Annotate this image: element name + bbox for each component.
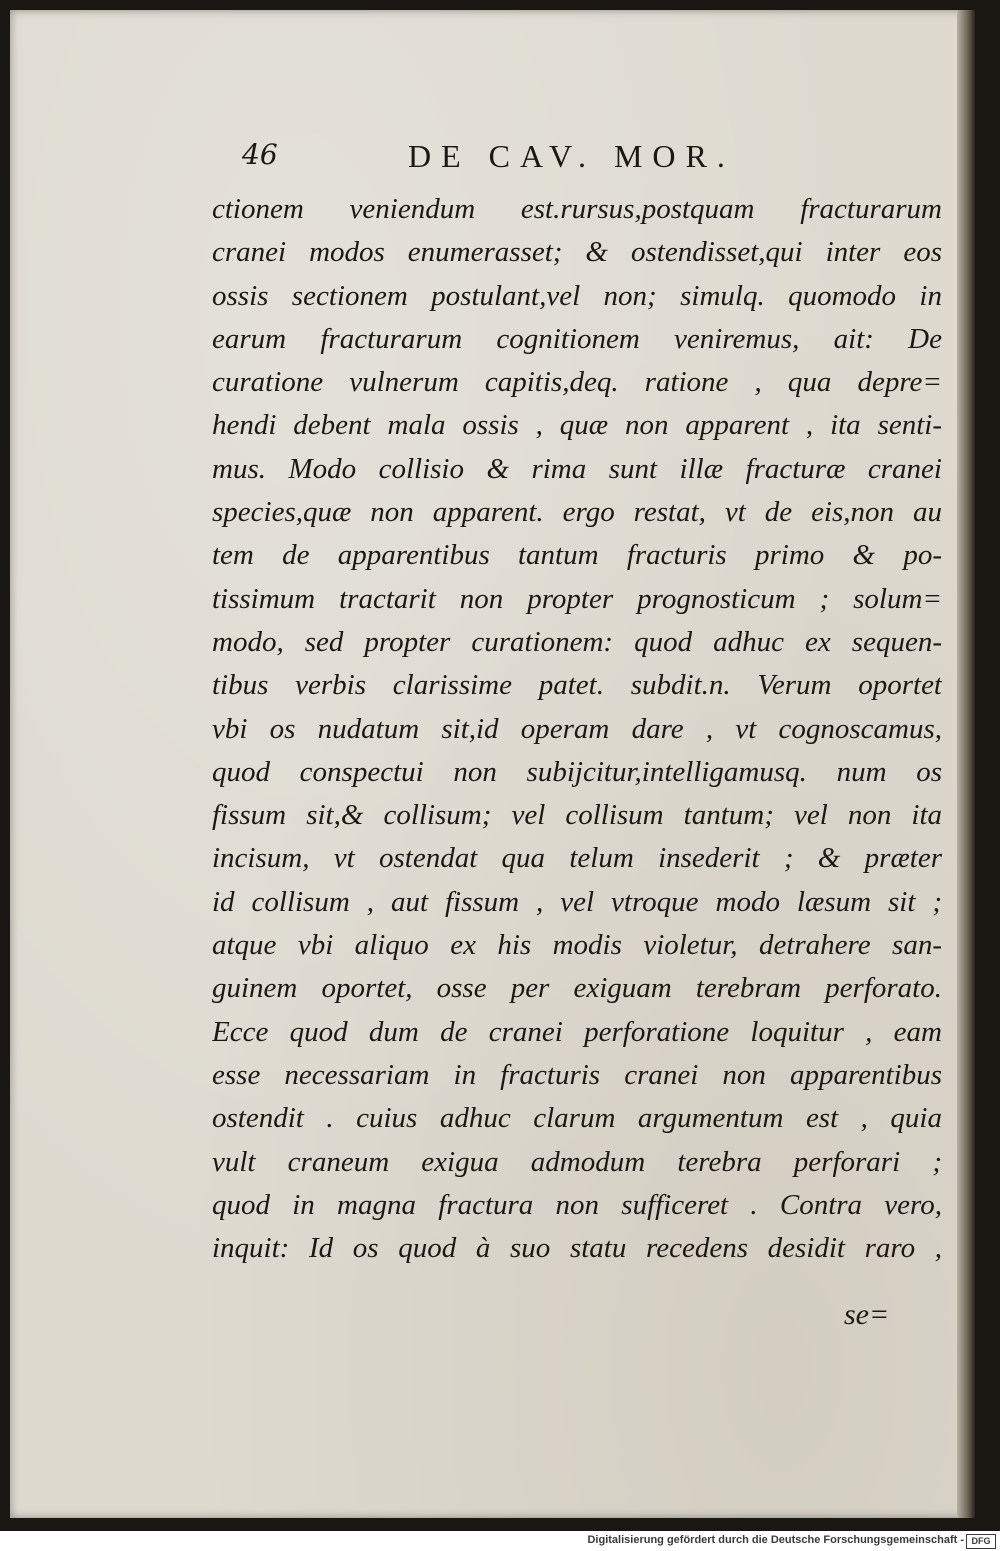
text-line: inquit: Id os quod à suo statu recedens desidit raro ,: [212, 1232, 942, 1265]
text-line: cranei modos enumerasset; & ostendisset,qui inter eos: [212, 236, 942, 269]
text-line: species,quæ non apparent. ergo restat, vt de eis,non au: [212, 496, 942, 529]
text-line: tibus verbis clarissime patet. subdit.n. Verum oportet: [212, 669, 942, 702]
running-title: DE CAV. MOR.: [408, 138, 735, 174]
text-line: ostendit . cuius adhuc clarum argumentum est , quia: [212, 1102, 942, 1135]
page-gutter-edge: [957, 10, 975, 1518]
text-line: tissimum tractarit non propter prognosticum ; solum=: [212, 582, 942, 615]
body-text: [212, 188, 942, 1270]
text-line: fissum sit,& collisum; vel collisum tantum; vel non ita: [212, 799, 942, 832]
text-line: tem de apparentibus tantum fracturis primo & po-: [212, 539, 942, 572]
text-line: Ecce quod dum de cranei perforatione loquitur , eam: [212, 1015, 942, 1048]
text-line: ctionem veniendum est.rursus,postquam fracturarum: [212, 193, 942, 225]
text-line: vbi os nudatum sit,id operam dare , vt cognoscamus,: [212, 712, 942, 745]
text-line: id collisum , aut fissum , vel vtroque modo læsum sit ;: [212, 885, 942, 918]
running-head: [10, 138, 975, 188]
text-line: vult craneum exigua admodum terebra perforari ;: [212, 1145, 942, 1178]
catchword: se=: [844, 1298, 890, 1331]
book-page: [10, 10, 975, 1518]
text-line: incisum, vt ostendat qua telum insederit ; & præter: [212, 842, 942, 875]
page-number: 46: [242, 138, 278, 171]
funding-credit: Digitalisierung gefördert durch die Deutsche Forschungsgemeinschaft -: [587, 1534, 964, 1546]
text-line: modo, sed propter curationem: quod adhuc ex sequen-: [212, 625, 942, 658]
text-line: mus. Modo collisio & rima sunt illæ fracturæ cranei: [212, 452, 942, 485]
text-line: earum fracturarum cognitionem veniremus, ait: De: [212, 322, 942, 355]
text-line: esse necessariam in fracturis cranei non apparentibus: [212, 1058, 942, 1091]
text-line: hendi debent mala ossis , quæ non apparent , ita senti-: [212, 409, 942, 442]
digitization-footer: [0, 1531, 1000, 1551]
text-line: quod in magna fractura non sufficeret . Contra vero,: [212, 1188, 942, 1221]
dfg-logo-icon: DFG: [966, 1534, 996, 1549]
text-line: quod conspectui non subijcitur,intelligamusq. num os: [212, 755, 942, 788]
text-line: guinem oportet, osse per exiguam terebram perforato.: [212, 972, 942, 1005]
text-line: curatione vulnerum capitis,deq. ratione , qua depre=: [212, 366, 942, 399]
text-line: ossis sectionem postulant,vel non; simulq. quomodo in: [212, 279, 942, 312]
text-line: atque vbi aliquo ex his modis violetur, detrahere san-: [212, 929, 942, 962]
